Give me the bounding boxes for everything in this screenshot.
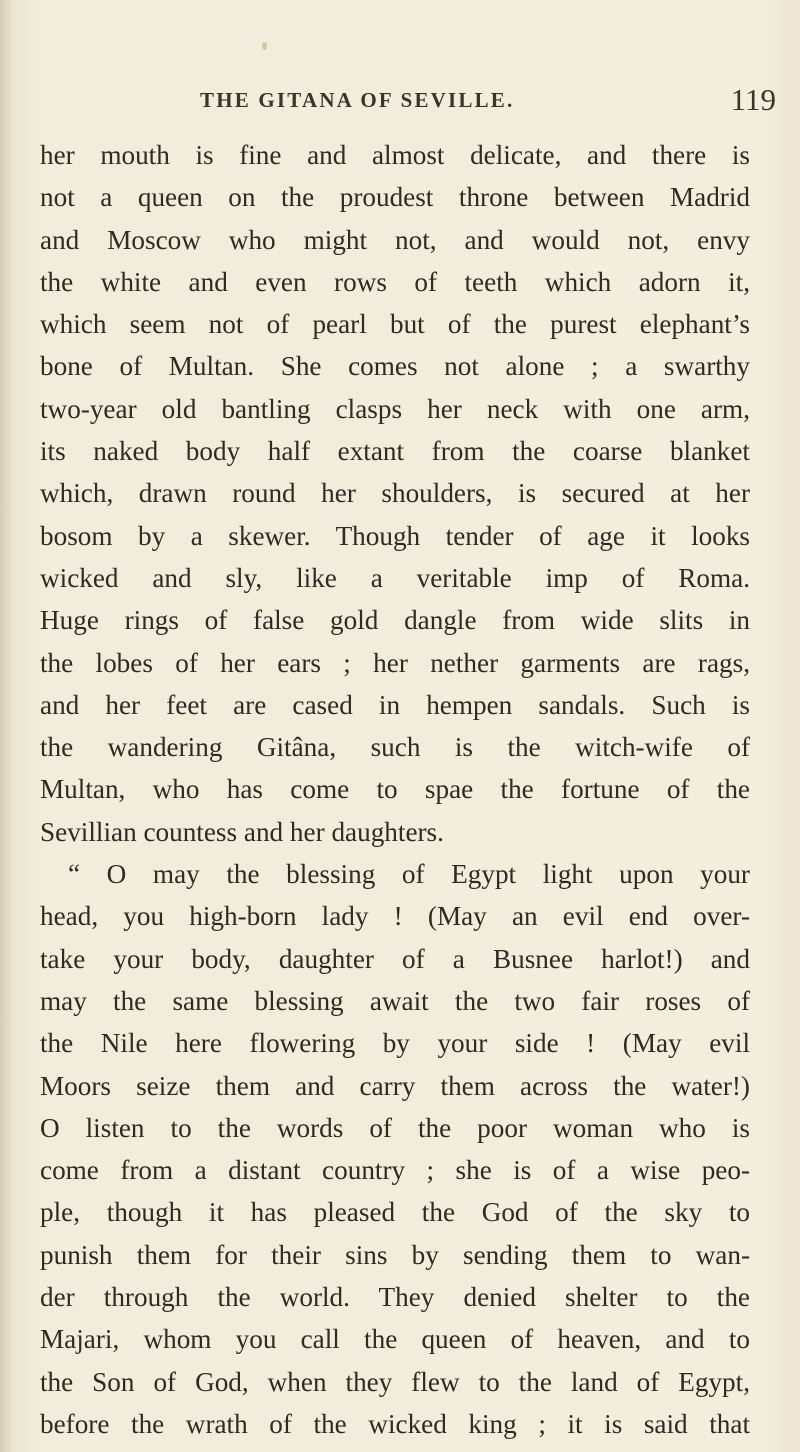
text-line: ple, though it has pleased the God of the sky to bbox=[40, 1197, 750, 1228]
text-line: head, you high-born lady ! (May an evil end over- bbox=[40, 901, 750, 932]
page-header bbox=[200, 82, 780, 122]
text-line: its naked body half extant from the coarse blanket bbox=[40, 436, 750, 467]
text-line: and her feet are cased in hempen sandals. Such is bbox=[40, 689, 750, 720]
text-line: which, drawn round her shoulders, is secured at her bbox=[40, 478, 750, 509]
text-line: the wandering Gitâna, such is the witch-wife of bbox=[40, 732, 750, 763]
text-line: the Son of God, when they flew to the land of Egypt, bbox=[40, 1366, 750, 1397]
text-line: bosom by a skewer. Though tender of age it looks bbox=[40, 520, 750, 551]
text-line: and Moscow who might not, and would not, envy bbox=[40, 224, 750, 255]
text-line: before the wrath of the wicked king ; it is said that bbox=[40, 1408, 750, 1439]
text-line: Huge rings of false gold dangle from wide slits in bbox=[40, 605, 750, 636]
paragraph-start-line: “ O may the blessing of Egypt light upon your bbox=[68, 859, 750, 890]
paragraph-end-line: Sevillian countess and her daughters. bbox=[40, 816, 444, 847]
page-number: 119 bbox=[730, 82, 776, 117]
text-line: Majari, whom you call the queen of heaven, and to bbox=[40, 1324, 750, 1355]
body-text bbox=[40, 134, 750, 1445]
text-line: not a queen on the proudest throne between Madrid bbox=[40, 182, 750, 213]
text-line: come from a distant country ; she is of a wise peo- bbox=[40, 1155, 750, 1186]
text-line: Moors seize them and carry them across the water!) bbox=[40, 1070, 750, 1101]
text-line: the Nile here flowering by your side ! (May evil bbox=[40, 1028, 750, 1059]
text-line: bone of Multan. She comes not alone ; a swarthy bbox=[40, 351, 750, 382]
running-head: THE GITANA OF SEVILLE. bbox=[200, 88, 515, 112]
text-line: punish them for their sins by sending them to wan- bbox=[40, 1239, 750, 1270]
text-line: which seem not of pearl but of the purest elephant’s bbox=[40, 309, 750, 340]
gutter-shadow bbox=[0, 0, 14, 1452]
text-line: Multan, who has come to spae the fortune of the bbox=[40, 774, 750, 805]
text-line: wicked and sly, like a veritable imp of Roma. bbox=[40, 562, 750, 593]
text-line: her mouth is fine and almost delicate, and there is bbox=[40, 140, 750, 170]
text-line: may the same blessing await the two fair roses of bbox=[40, 985, 750, 1016]
text-line: take your body, daughter of a Busnee harlot!) and bbox=[40, 943, 750, 974]
ink-smudge bbox=[262, 42, 267, 50]
text-line: O listen to the words of the poor woman who is bbox=[40, 1112, 750, 1143]
text-line: two-year old bantling clasps her neck with one arm, bbox=[40, 393, 750, 424]
text-line: der through the world. They denied shelter to the bbox=[40, 1282, 750, 1313]
text-line: the white and even rows of teeth which adorn it, bbox=[40, 266, 750, 297]
text-line: the lobes of her ears ; her nether garments are rags, bbox=[40, 647, 750, 678]
